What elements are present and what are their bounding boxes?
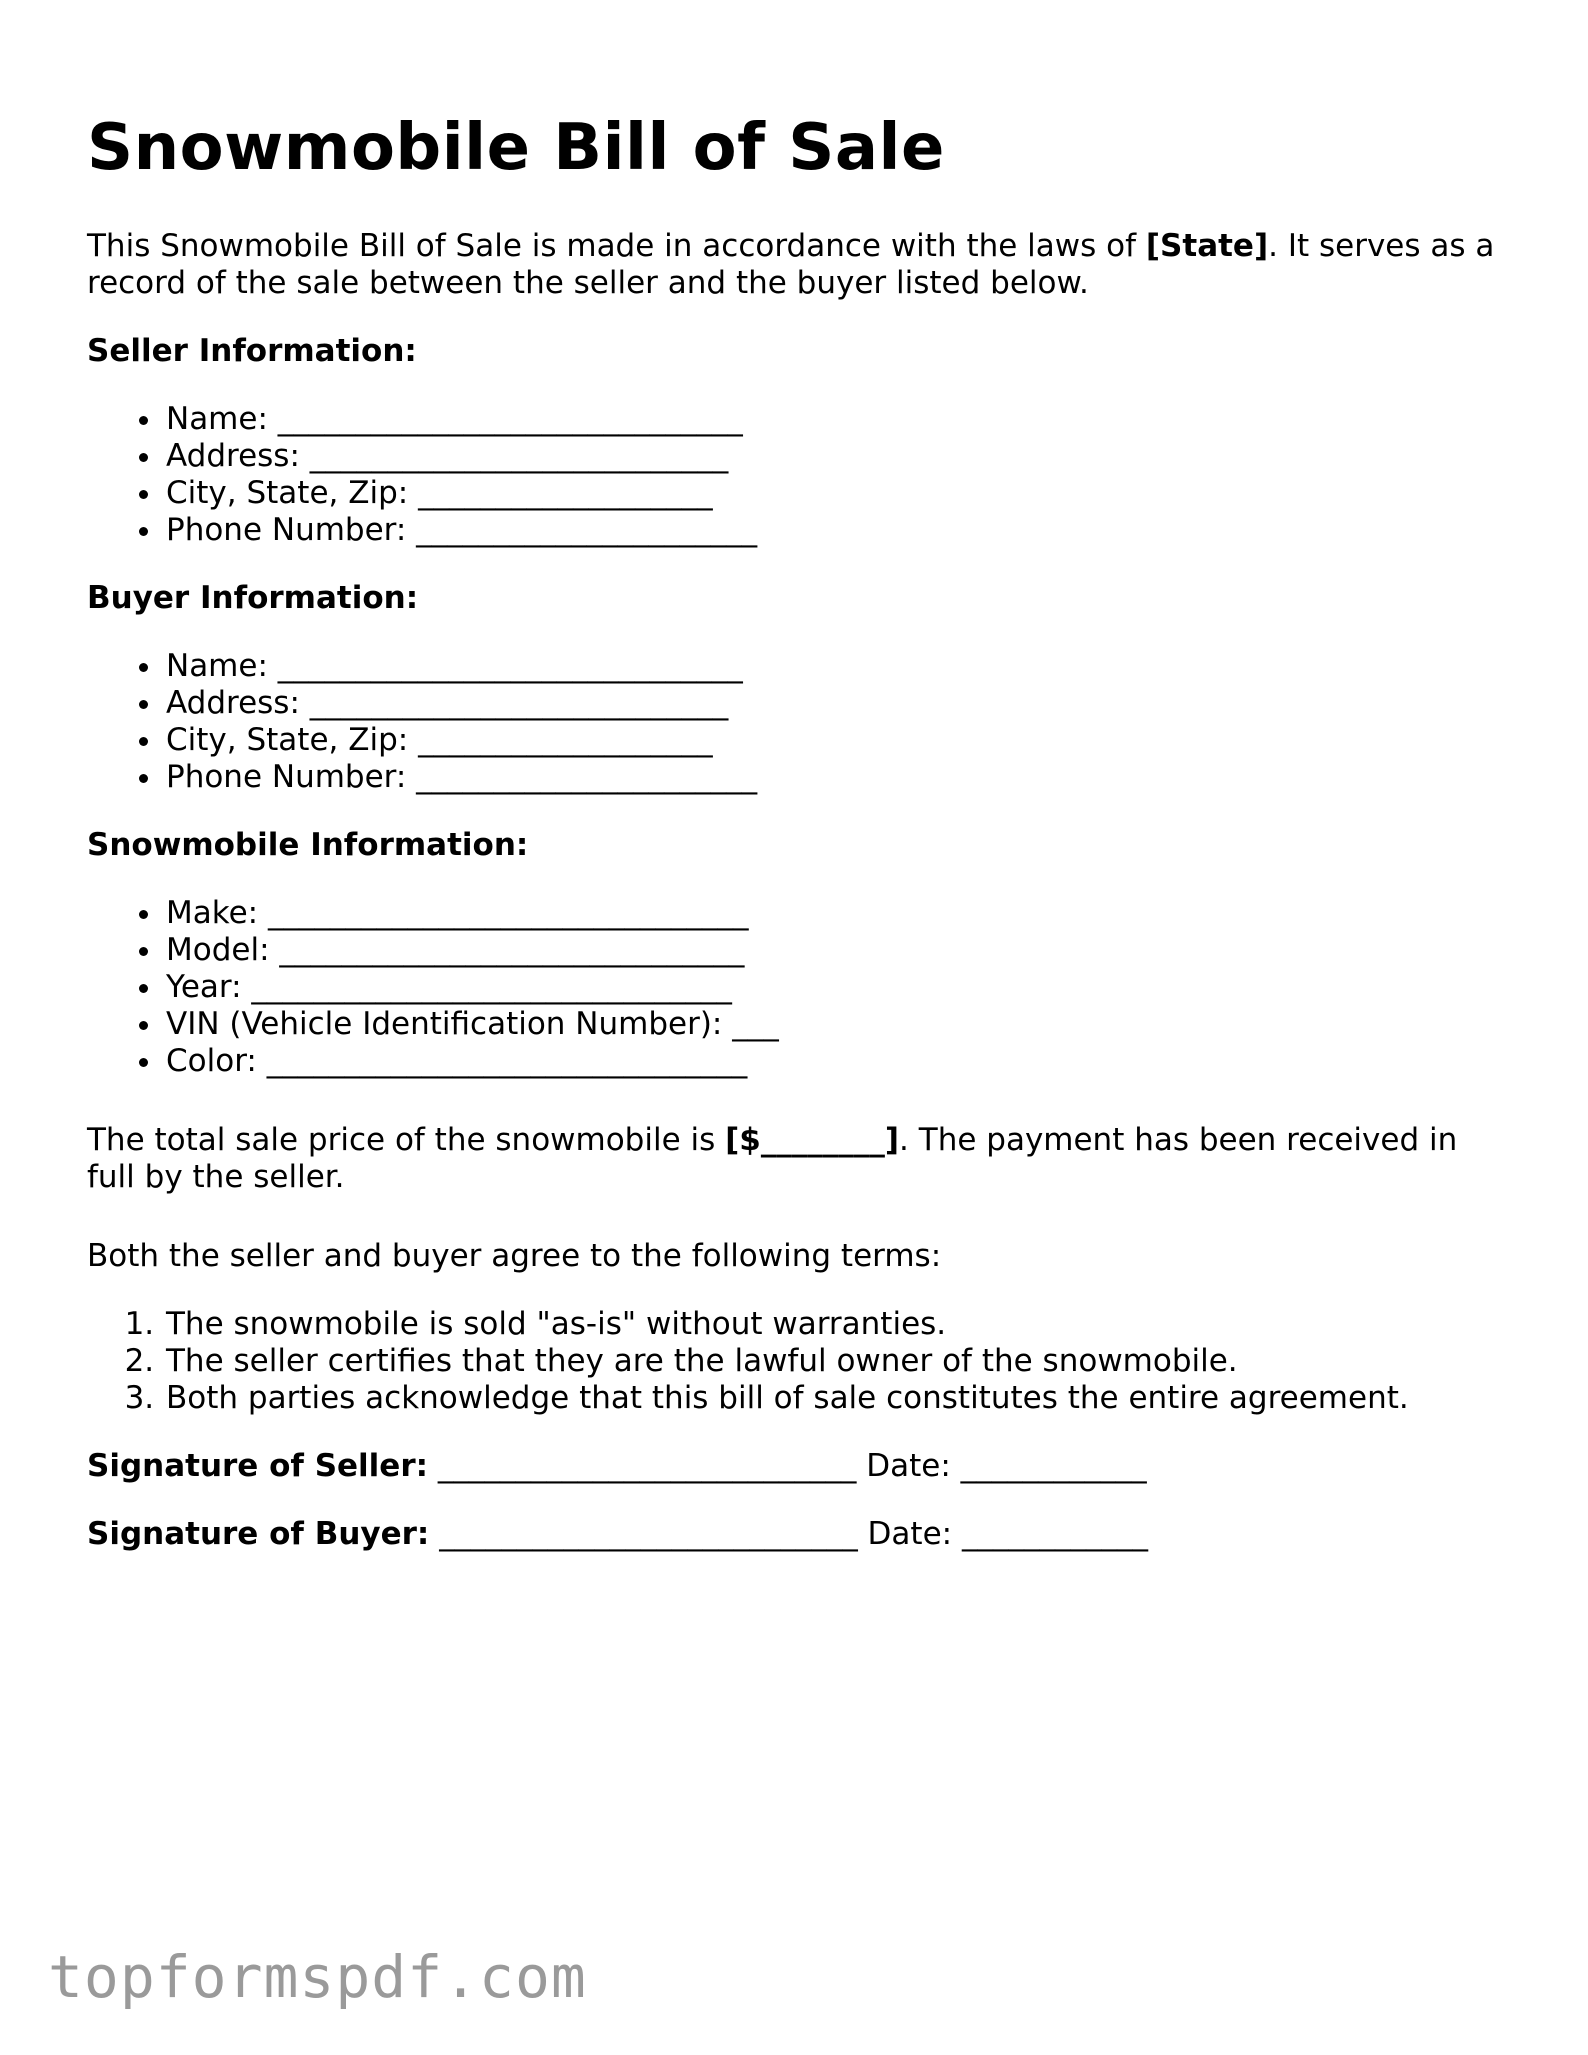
blank-line[interactable]: ___________________________ <box>309 685 729 721</box>
document-title: Snowmobile Bill of Sale <box>87 111 945 185</box>
buyer-section-heading: Buyer Information: <box>87 580 419 616</box>
blank-line[interactable]: _______________________________ <box>267 895 749 931</box>
field-label: Name: <box>166 648 268 684</box>
blank-line[interactable]: ______________________ <box>416 512 758 548</box>
field-label: Year: <box>166 969 242 1005</box>
snowmobile-vin-field[interactable] <box>164 1006 1507 1043</box>
seller-city-state-zip-field[interactable] <box>164 475 1507 512</box>
signature-blank[interactable]: ___________________________ <box>437 1448 857 1484</box>
seller-phone-field[interactable] <box>164 512 1507 549</box>
blank-line[interactable]: ___ <box>732 1006 779 1042</box>
buyer-phone-field[interactable] <box>164 759 1507 796</box>
snowmobile-make-field[interactable] <box>164 895 1507 932</box>
terms-list <box>87 1306 1507 1417</box>
price-text-before: The total sale price of the snowmobile is <box>87 1122 726 1158</box>
field-label: Address: <box>166 438 300 474</box>
seller-fields-list <box>87 401 1507 549</box>
field-label: Model: <box>166 932 270 968</box>
field-label: Phone Number: <box>166 759 407 795</box>
terms-intro: Both the seller and buyer agree to the following terms: <box>87 1238 942 1274</box>
term-item: 3. Both parties acknowledge that this bill of sale constitutes the entire agreement. <box>164 1380 1507 1417</box>
blank-line[interactable]: _______________________________ <box>266 1043 748 1079</box>
site-watermark: topformspdf.com <box>48 1943 587 2011</box>
seller-address-field[interactable] <box>164 438 1507 475</box>
snowmobile-section-heading: Snowmobile Information: <box>87 827 529 863</box>
field-label: VIN (Vehicle Identification Number): <box>166 1006 723 1042</box>
field-label: City, State, Zip: <box>166 475 409 511</box>
buyer-address-field[interactable] <box>164 685 1507 722</box>
buyer-signature-line <box>87 1516 1507 1553</box>
date-blank[interactable]: ____________ <box>960 1448 1147 1484</box>
snowmobile-color-field[interactable] <box>164 1043 1507 1080</box>
term-item: 1. The snowmobile is sold "as-is" without warranties. <box>164 1306 1507 1343</box>
blank-line[interactable]: _______________________________ <box>251 969 732 1005</box>
field-label: Make: <box>166 895 259 931</box>
blank-line[interactable]: ______________________________ <box>277 401 743 437</box>
field-label: Color: <box>166 1043 257 1079</box>
field-label: Phone Number: <box>166 512 407 548</box>
buyer-fields-list <box>87 648 1507 796</box>
blank-line[interactable]: ______________________________ <box>277 648 743 684</box>
price-amount-blank[interactable]: [$________] <box>725 1122 900 1158</box>
blank-line[interactable]: ___________________ <box>418 722 713 758</box>
intro-text-before: This Snowmobile Bill of Sale is made in accordance with the laws of <box>87 228 1146 264</box>
date-blank[interactable]: ____________ <box>961 1516 1148 1552</box>
field-label: City, State, Zip: <box>166 722 409 758</box>
document-page <box>87 0 1507 1553</box>
date-label: Date: <box>867 1516 953 1552</box>
intro-paragraph <box>87 228 1507 302</box>
blank-line[interactable]: ______________________________ <box>279 932 745 968</box>
blank-line[interactable]: ______________________ <box>416 759 758 795</box>
blank-line[interactable]: ___________________________ <box>309 438 729 474</box>
field-label: Name: <box>166 401 268 437</box>
field-label: Address: <box>166 685 300 721</box>
term-item: 2. The seller certifies that they are the lawful owner of the snowmobile. <box>164 1343 1507 1380</box>
buyer-name-field[interactable] <box>164 648 1507 685</box>
snowmobile-fields-list <box>87 895 1507 1080</box>
snowmobile-model-field[interactable] <box>164 932 1507 969</box>
snowmobile-year-field[interactable] <box>164 969 1507 1006</box>
signature-label: Signature of Buyer: <box>87 1516 430 1552</box>
state-placeholder: [State] <box>1145 228 1269 264</box>
price-text-after: . The payment has been received in full by the seller. <box>87 1122 1458 1195</box>
seller-signature-line <box>87 1448 1507 1485</box>
price-paragraph <box>87 1122 1507 1196</box>
date-label: Date: <box>866 1448 951 1484</box>
seller-name-field[interactable] <box>164 401 1507 438</box>
blank-line[interactable]: ___________________ <box>418 475 713 511</box>
signature-blank[interactable]: ___________________________ <box>439 1516 858 1552</box>
buyer-city-state-zip-field[interactable] <box>164 722 1507 759</box>
signature-label: Signature of Seller: <box>87 1448 429 1484</box>
seller-section-heading: Seller Information: <box>87 333 417 369</box>
intro-text-after: . It serves as a record of the sale between the seller and the buyer listed below. <box>87 228 1495 301</box>
